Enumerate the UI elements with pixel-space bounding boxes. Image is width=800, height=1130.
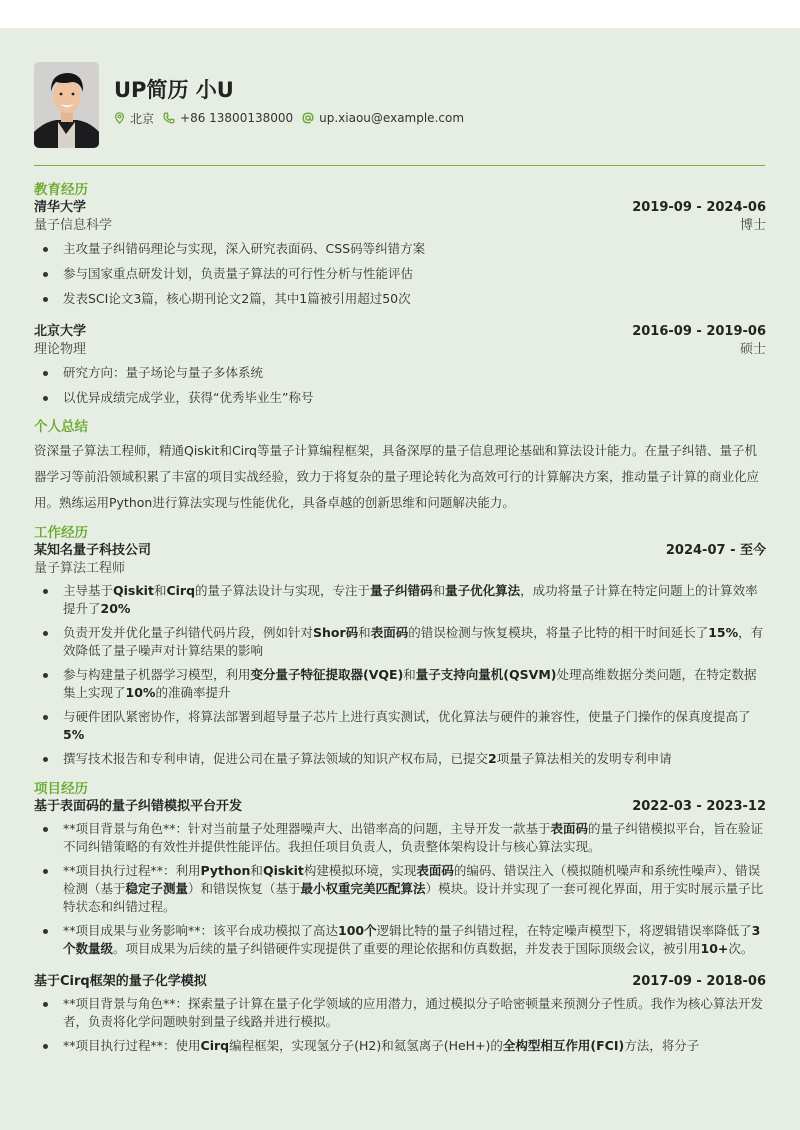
company-name: 某知名量子科技公司 (34, 543, 152, 558)
education-bullets (34, 239, 766, 309)
project-bullets (34, 820, 766, 958)
project-name: 基于Cirq框架的量子化学模拟 (34, 974, 207, 989)
at-icon (302, 112, 314, 124)
phone-icon (163, 112, 175, 124)
section-title-summary: 个人总结 (34, 419, 88, 435)
education-entry (34, 323, 766, 408)
list-item: 负责开发并优化量子纠错代码片段，例如针对Shor码和表面码的错误检测与恢复模块，将量子比特的相干时间延长了15%，有效降低了量子噪声对计算结果的影响 (34, 624, 766, 660)
education-entry (34, 199, 766, 309)
summary-text: 资深量子算法工程师，精通Qiskit和Cirq等量子计算编程框架，具备深厚的量子信息理论基础和算法设计能力。在量子纠错、量子机器学习等前沿领域积累了丰富的项目实战经验，致力于将复杂的量子理论转化为高效可行的计算解决方案，推动量子计算的商业化应用。熟练运用Python进行算法实现与性能优化，具备卓越的创新思维和问题解决能力。 (34, 443, 760, 510)
project-entry (34, 798, 766, 958)
map-pin-icon (114, 112, 125, 124)
header-divider (34, 165, 765, 166)
work-bullets (34, 582, 766, 768)
section-title-education: 教育经历 (34, 182, 88, 198)
education-date: 2016-09 - 2019-06 (632, 324, 766, 339)
education-bullets (34, 363, 766, 408)
major: 理论物理 (34, 342, 87, 357)
list-item: 参与国家重点研发计划，负责量子算法的可行性分析与性能评估 (34, 264, 766, 284)
contact-location (114, 110, 154, 127)
job-role: 量子算法工程师 (34, 561, 126, 576)
header-info (114, 76, 473, 127)
project-bullets (34, 995, 766, 1055)
list-item: **项目背景与角色**：针对当前量子处理器噪声大、出错率高的问题，主导开发一款基于表面码的量子纠错模拟平台，旨在验证不同纠错策略的有效性并提供性能评估。我担任项目负责人，负责整体架构设计与核心算法实现。 (34, 820, 766, 856)
list-item: 研究方向：量子场论与量子多体系统 (34, 363, 766, 383)
avatar (34, 62, 99, 148)
resume-header (34, 28, 766, 148)
section-title-work: 工作经历 (34, 525, 88, 541)
list-item: **项目执行过程**：使用Cirq编程框架，实现氢分子(H2)和氦氢离子(HeH+)的全构型相互作用(FCI)方法，将分子 (34, 1037, 766, 1055)
project-entry (34, 973, 766, 1055)
contact-email[interactable] (302, 111, 464, 125)
school-name: 北京大学 (34, 324, 87, 339)
list-item: **项目背景与角色**：探索量子计算在量子化学领域的应用潜力，通过模拟分子哈密顿量来预测分子性质。我作为核心算法开发者，负责将化学问题映射到量子线路并进行模拟。 (34, 995, 766, 1031)
contact-row (114, 110, 473, 127)
list-item: 撰写技术报告和专利申请，促进公司在量子算法领域的知识产权布局，已提交2项量子算法相关的发明专利申请 (34, 750, 766, 768)
email-text: up.xiaou@example.com (319, 111, 465, 125)
work-date: 2024-07 - 至今 (665, 543, 766, 558)
project-date: 2017-09 - 2018-06 (632, 974, 766, 989)
location-text: 北京 (130, 111, 155, 126)
list-item: **项目执行过程**：利用Python和Qiskit构建模拟环境，实现表面码的编码、错误注入（模拟随机噪声和系统性噪声）、错误检测（基于稳定子测量）和错误恢复（基于最小权重完美匹配算法）模块。设计并实现了一套可视化界面，用于实时展示量子比特状态和纠错过程。 (34, 862, 766, 916)
list-item: 主导基于Qiskit和Cirq的量子算法设计与实现，专注于量子纠错码和量子优化算法，成功将量子计算在特定问题上的计算效率提升了20% (34, 582, 766, 618)
list-item: 与硬件团队紧密协作，将算法部署到超导量子芯片上进行真实测试，优化算法与硬件的兼容性，使量子门操作的保真度提高了5% (34, 708, 766, 744)
project-date: 2022-03 - 2023-12 (632, 799, 766, 814)
list-item: 以优异成绩完成学业，获得“优秀毕业生”称号 (34, 388, 766, 408)
resume-page (0, 28, 800, 1130)
top-blank-bar (0, 0, 800, 28)
list-item: **项目成果与业务影响**：该平台成功模拟了高达100个逻辑比特的量子纠错过程，在特定噪声模型下，将逻辑错误率降低了3个数量级。项目成果为后续的量子纠错硬件实现提供了重要的理论依据和仿真数据，并发表于国际顶级会议，被引用10+次。 (34, 922, 766, 958)
contact-phone[interactable] (163, 111, 293, 125)
list-item: 发表SCI论文3篇，核心期刊论文2篇，其中1篇被引用超过50次 (34, 289, 766, 309)
phone-text: +86 13800138000 (180, 111, 294, 125)
project-name: 基于表面码的量子纠错模拟平台开发 (34, 799, 243, 814)
school-name: 清华大学 (34, 200, 87, 215)
degree: 硕士 (739, 342, 766, 357)
section-title-projects: 项目经历 (34, 781, 88, 797)
list-item: 参与构建量子机器学习模型，利用变分量子特征提取器(VQE)和量子支持向量机(QSVM)处理高维数据分类问题，在特定数据集上实现了10%的准确率提升 (34, 666, 766, 702)
candidate-name: UP简历 小U (114, 77, 234, 102)
work-entry (34, 542, 766, 768)
major: 量子信息科学 (34, 218, 113, 233)
degree: 博士 (739, 218, 766, 233)
list-item: 主攻量子纠错码理论与实现，深入研究表面码、CSS码等纠错方案 (34, 239, 766, 259)
education-date: 2019-09 - 2024-06 (632, 200, 766, 215)
